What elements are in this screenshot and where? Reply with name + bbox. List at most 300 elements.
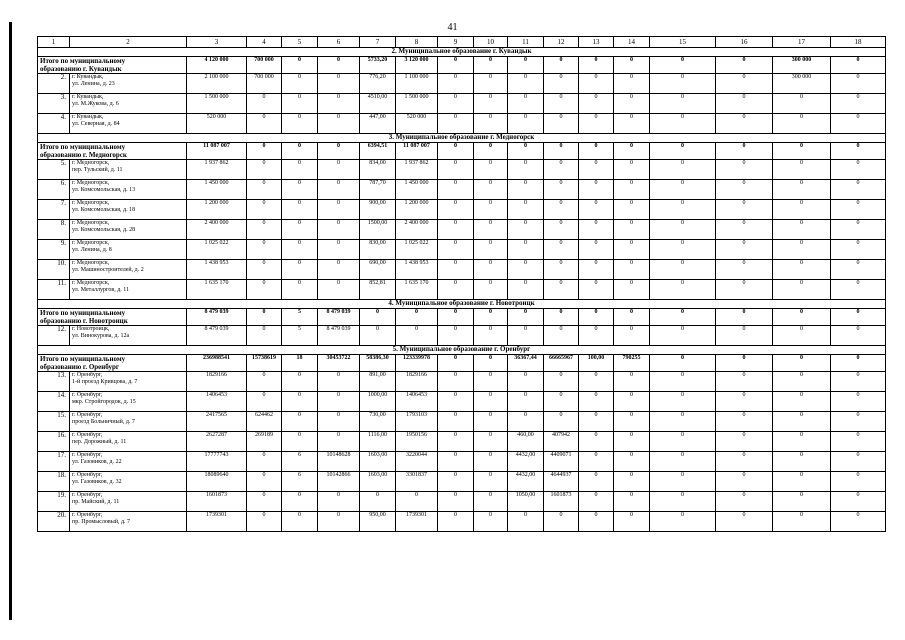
value-cell: 1116,00 bbox=[360, 432, 396, 452]
value-cell: 0 bbox=[544, 260, 579, 280]
value-cell: 0 bbox=[650, 492, 716, 512]
value-cell: 1406453 bbox=[396, 392, 438, 412]
value-cell: 0 bbox=[438, 412, 474, 432]
address-line: 1-й проезд Кривцова, д. 7 bbox=[72, 379, 138, 385]
value-cell: 0 bbox=[831, 94, 886, 114]
value-cell: 1 500 000 bbox=[396, 94, 438, 114]
address-line: проезд Больничный, д. 7 bbox=[72, 419, 135, 425]
value-cell: 0 bbox=[508, 392, 544, 412]
table-row bbox=[38, 94, 886, 114]
total-cell: 0 bbox=[650, 309, 716, 326]
registry-table bbox=[37, 36, 886, 532]
address-line: ул. Комсомольская, д. 18 bbox=[72, 207, 136, 213]
value-cell: 0 bbox=[831, 180, 886, 200]
address-line: ул. Газовиков, д. 22 bbox=[72, 459, 122, 465]
value-cell: 2627287 bbox=[187, 432, 247, 452]
value-cell: 0 bbox=[614, 280, 650, 300]
address-line: г. Оренбург, bbox=[72, 452, 103, 458]
column-number: 11 bbox=[508, 37, 544, 48]
value-cell: 0 bbox=[508, 412, 544, 432]
value-cell: 0 bbox=[474, 94, 508, 114]
value-cell: 1829166 bbox=[187, 372, 247, 392]
address-line: г. Оренбург, bbox=[72, 432, 103, 438]
value-cell: 2 400 000 bbox=[187, 220, 247, 240]
total-cell: 0 bbox=[544, 309, 579, 326]
total-cell: 100,00 bbox=[579, 355, 614, 372]
value-cell: 2 400 000 bbox=[396, 220, 438, 240]
value-cell: 0 bbox=[716, 280, 773, 300]
value-cell: 1406453 bbox=[187, 392, 247, 412]
address-cell bbox=[70, 160, 187, 180]
value-cell: 0 bbox=[438, 326, 474, 346]
total-cell: 0 bbox=[650, 57, 716, 74]
address-cell bbox=[70, 280, 187, 300]
table-row bbox=[38, 492, 886, 512]
value-cell: 0 bbox=[579, 260, 614, 280]
value-cell: 0 bbox=[247, 392, 282, 412]
value-cell: 0 bbox=[716, 372, 773, 392]
value-cell: 0 bbox=[318, 260, 360, 280]
total-cell: 0 bbox=[360, 309, 396, 326]
value-cell: 0 bbox=[318, 392, 360, 412]
value-cell: 0 bbox=[579, 94, 614, 114]
total-label-line: Итого по муниципальному bbox=[40, 57, 126, 65]
total-cell: 0 bbox=[318, 57, 360, 74]
value-cell: 0 bbox=[282, 512, 318, 532]
value-cell: 0 bbox=[614, 180, 650, 200]
value-cell: 0 bbox=[614, 260, 650, 280]
table-row bbox=[38, 114, 886, 134]
value-cell: 0 bbox=[650, 472, 716, 492]
value-cell: 0 bbox=[247, 180, 282, 200]
address-line: пер. Дорожный, д. 11 bbox=[72, 439, 127, 445]
row-number: 9. bbox=[38, 240, 70, 260]
value-cell: 8 479 039 bbox=[187, 326, 247, 346]
value-cell: 1000,00 bbox=[360, 392, 396, 412]
value-cell: 1 937 862 bbox=[396, 160, 438, 180]
value-cell: 624462 bbox=[247, 412, 282, 432]
total-cell: 0 bbox=[614, 57, 650, 74]
value-cell: 0 bbox=[773, 472, 831, 492]
total-cell: 0 bbox=[247, 309, 282, 326]
address-line: г. Оренбург, bbox=[72, 412, 103, 418]
total-cell: 8 479 039 bbox=[187, 309, 247, 326]
value-cell: 0 bbox=[773, 280, 831, 300]
value-cell: 1050,00 bbox=[508, 492, 544, 512]
value-cell: 0 bbox=[831, 260, 886, 280]
page-number: 41 bbox=[447, 22, 458, 33]
total-cell: 3 120 000 bbox=[396, 57, 438, 74]
value-cell: 520 000 bbox=[187, 114, 247, 134]
value-cell: 1829166 bbox=[396, 372, 438, 392]
section-total-label bbox=[38, 143, 187, 160]
value-cell: 6 bbox=[282, 452, 318, 472]
total-label-line: Итого по муниципальному bbox=[40, 143, 126, 151]
column-number: 3 bbox=[187, 37, 247, 48]
address-line: г. Новотроицк, bbox=[72, 326, 110, 332]
row-number: 6. bbox=[38, 180, 70, 200]
value-cell: 0 bbox=[544, 326, 579, 346]
column-number: 15 bbox=[650, 37, 716, 48]
value-cell: 0 bbox=[544, 412, 579, 432]
value-cell: 0 bbox=[579, 452, 614, 472]
address-cell bbox=[70, 432, 187, 452]
section-total-label bbox=[38, 57, 187, 74]
total-cell: 5733,20 bbox=[360, 57, 396, 74]
value-cell: 2 100 000 bbox=[187, 74, 247, 94]
value-cell: 0 bbox=[544, 392, 579, 412]
value-cell: 0 bbox=[614, 512, 650, 532]
column-number: 6 bbox=[318, 37, 360, 48]
value-cell: 0 bbox=[650, 114, 716, 134]
value-cell: 0 bbox=[282, 74, 318, 94]
value-cell: 0 bbox=[579, 432, 614, 452]
value-cell: 460,00 bbox=[508, 432, 544, 452]
value-cell: 0 bbox=[508, 74, 544, 94]
value-cell: 0 bbox=[579, 412, 614, 432]
address-line: ул. Комсомольская, д. 13 bbox=[72, 187, 136, 193]
value-cell: 0 bbox=[831, 492, 886, 512]
value-cell: 0 bbox=[247, 326, 282, 346]
value-cell: 0 bbox=[318, 200, 360, 220]
value-cell: 0 bbox=[247, 220, 282, 240]
value-cell: 0 bbox=[508, 512, 544, 532]
total-cell: 0 bbox=[544, 143, 579, 160]
value-cell: 0 bbox=[773, 200, 831, 220]
table-row bbox=[38, 220, 886, 240]
total-cell: 4 120 000 bbox=[187, 57, 247, 74]
section-title: 2. Муниципальное образование г. Кувандык bbox=[38, 48, 886, 57]
value-cell: 0 bbox=[282, 220, 318, 240]
total-cell: 0 bbox=[474, 309, 508, 326]
value-cell: 0 bbox=[716, 260, 773, 280]
column-number: 4 bbox=[247, 37, 282, 48]
row-number: 18. bbox=[38, 472, 70, 492]
value-cell: 0 bbox=[282, 114, 318, 134]
total-cell: 0 bbox=[614, 143, 650, 160]
row-number: 8. bbox=[38, 220, 70, 240]
address-line: г. Оренбург, bbox=[72, 512, 103, 518]
value-cell: 0 bbox=[716, 472, 773, 492]
value-cell: 0 bbox=[438, 432, 474, 452]
value-cell: 0 bbox=[544, 180, 579, 200]
value-cell: 4409071 bbox=[544, 452, 579, 472]
value-cell: 1 200 000 bbox=[396, 200, 438, 220]
value-cell: 0 bbox=[247, 240, 282, 260]
value-cell: 776,20 bbox=[360, 74, 396, 94]
total-cell: 0 bbox=[773, 355, 831, 372]
value-cell: 0 bbox=[508, 372, 544, 392]
section-total-label bbox=[38, 355, 187, 372]
total-cell: 0 bbox=[579, 57, 614, 74]
value-cell: 0 bbox=[247, 512, 282, 532]
total-cell: 0 bbox=[831, 355, 886, 372]
value-cell: 0 bbox=[650, 392, 716, 412]
value-cell: 18089640 bbox=[187, 472, 247, 492]
address-cell bbox=[70, 472, 187, 492]
value-cell: 0 bbox=[282, 200, 318, 220]
value-cell: 0 bbox=[438, 94, 474, 114]
value-cell: 0 bbox=[247, 452, 282, 472]
value-cell: 1 200 000 bbox=[187, 200, 247, 220]
table-row bbox=[38, 200, 886, 220]
row-number: 4. bbox=[38, 114, 70, 134]
section-total-label bbox=[38, 309, 187, 326]
section-title: 3. Муниципальное образование г. Медногорск bbox=[38, 134, 886, 143]
value-cell: 1 500 000 bbox=[187, 94, 247, 114]
value-cell: 1 438 953 bbox=[396, 260, 438, 280]
value-cell: 0 bbox=[614, 372, 650, 392]
total-cell: 0 bbox=[282, 143, 318, 160]
address-cell bbox=[70, 180, 187, 200]
value-cell: 0 bbox=[474, 392, 508, 412]
column-number: 1 bbox=[38, 37, 70, 48]
total-cell: 36367,44 bbox=[508, 355, 544, 372]
column-number-row bbox=[38, 37, 886, 48]
total-label-line: образованию г. Медногорск bbox=[40, 151, 127, 159]
column-number: 7 bbox=[360, 37, 396, 48]
value-cell: 0 bbox=[831, 432, 886, 452]
value-cell: 0 bbox=[614, 74, 650, 94]
value-cell: 0 bbox=[544, 280, 579, 300]
value-cell: 0 bbox=[474, 412, 508, 432]
column-number: 10 bbox=[474, 37, 508, 48]
total-cell: 300 000 bbox=[773, 57, 831, 74]
value-cell: 0 bbox=[508, 160, 544, 180]
value-cell: 1739301 bbox=[187, 512, 247, 532]
section-title-row bbox=[38, 300, 886, 309]
row-number: 14. bbox=[38, 392, 70, 412]
value-cell: 0 bbox=[508, 94, 544, 114]
column-number: 14 bbox=[614, 37, 650, 48]
row-number: 15. bbox=[38, 412, 70, 432]
value-cell: 0 bbox=[282, 94, 318, 114]
value-cell: 0 bbox=[773, 326, 831, 346]
value-cell: 269189 bbox=[247, 432, 282, 452]
total-cell: 0 bbox=[831, 309, 886, 326]
address-cell bbox=[70, 220, 187, 240]
value-cell: 0 bbox=[438, 280, 474, 300]
value-cell: 0 bbox=[474, 260, 508, 280]
value-cell: 0 bbox=[544, 74, 579, 94]
address-line: г. Медногорск, bbox=[72, 280, 110, 286]
value-cell: 0 bbox=[650, 160, 716, 180]
total-cell: 0 bbox=[716, 57, 773, 74]
address-line: г. Медногорск, bbox=[72, 220, 110, 226]
total-cell: 8 479 039 bbox=[318, 309, 360, 326]
value-cell: 0 bbox=[650, 326, 716, 346]
total-label-line: образованию г. Оренбург bbox=[40, 363, 120, 371]
value-cell: 0 bbox=[614, 326, 650, 346]
value-cell: 0 bbox=[318, 180, 360, 200]
value-cell: 0 bbox=[544, 200, 579, 220]
value-cell: 0 bbox=[579, 372, 614, 392]
value-cell: 520 000 bbox=[396, 114, 438, 134]
address-cell bbox=[70, 412, 187, 432]
table-row bbox=[38, 160, 886, 180]
value-cell: 0 bbox=[716, 326, 773, 346]
address-line: г. Медногорск, bbox=[72, 180, 110, 186]
table-row bbox=[38, 280, 886, 300]
value-cell: 1603,00 bbox=[360, 452, 396, 472]
value-cell: 0 bbox=[396, 326, 438, 346]
value-cell: 0 bbox=[474, 280, 508, 300]
value-cell: 0 bbox=[438, 472, 474, 492]
value-cell: 0 bbox=[716, 200, 773, 220]
value-cell: 0 bbox=[650, 200, 716, 220]
value-cell: 0 bbox=[318, 412, 360, 432]
address-line: пер. Тульский, д. 11 bbox=[72, 167, 123, 173]
row-number: 5. bbox=[38, 160, 70, 180]
value-cell: 0 bbox=[716, 412, 773, 432]
value-cell: 0 bbox=[508, 280, 544, 300]
address-cell bbox=[70, 260, 187, 280]
address-cell bbox=[70, 492, 187, 512]
value-cell: 0 bbox=[474, 452, 508, 472]
value-cell: 0 bbox=[716, 432, 773, 452]
value-cell: 0 bbox=[650, 180, 716, 200]
value-cell: 0 bbox=[579, 240, 614, 260]
row-number: 19. bbox=[38, 492, 70, 512]
value-cell: 0 bbox=[831, 200, 886, 220]
address-cell bbox=[70, 512, 187, 532]
value-cell: 0 bbox=[438, 200, 474, 220]
value-cell: 0 bbox=[438, 372, 474, 392]
table-row bbox=[38, 372, 886, 392]
value-cell: 1 025 022 bbox=[187, 240, 247, 260]
address-line: ул. Машиностроителей, д. 2 bbox=[72, 267, 144, 273]
total-cell: 11 087 007 bbox=[396, 143, 438, 160]
value-cell: 0 bbox=[831, 240, 886, 260]
total-cell: 0 bbox=[474, 143, 508, 160]
total-cell: 11 087 007 bbox=[187, 143, 247, 160]
address-cell bbox=[70, 114, 187, 134]
section-title: 5. Муниципальное образование г. Оренбург bbox=[38, 346, 886, 355]
value-cell: 1500,00 bbox=[360, 220, 396, 240]
value-cell: 0 bbox=[716, 240, 773, 260]
value-cell: 0 bbox=[831, 392, 886, 412]
value-cell: 1 450 000 bbox=[187, 180, 247, 200]
value-cell: 1 635 170 bbox=[187, 280, 247, 300]
value-cell: 950,00 bbox=[360, 512, 396, 532]
address-line: ул. Ленина, д. 8 bbox=[72, 247, 112, 253]
value-cell: 0 bbox=[474, 512, 508, 532]
table-row bbox=[38, 452, 886, 472]
value-cell: 0 bbox=[579, 392, 614, 412]
value-cell: 0 bbox=[579, 180, 614, 200]
value-cell: 1 635 170 bbox=[396, 280, 438, 300]
value-cell: 1 025 022 bbox=[396, 240, 438, 260]
value-cell: 1739301 bbox=[396, 512, 438, 532]
address-line: ул. Металлургов, д. 11 bbox=[72, 287, 130, 293]
value-cell: 0 bbox=[318, 512, 360, 532]
value-cell: 0 bbox=[438, 492, 474, 512]
address-cell bbox=[70, 392, 187, 412]
value-cell: 0 bbox=[716, 74, 773, 94]
value-cell: 407942 bbox=[544, 432, 579, 452]
address-line: г. Оренбург, bbox=[72, 472, 103, 478]
total-cell: 0 bbox=[650, 143, 716, 160]
total-label-line: образованию г. Новотроицк bbox=[40, 317, 128, 325]
address-line: г. Оренбург, bbox=[72, 372, 103, 378]
value-cell: 0 bbox=[716, 452, 773, 472]
value-cell: 0 bbox=[773, 492, 831, 512]
value-cell: 0 bbox=[247, 160, 282, 180]
value-cell: 0 bbox=[318, 372, 360, 392]
value-cell: 0 bbox=[614, 114, 650, 134]
value-cell: 0 bbox=[282, 280, 318, 300]
total-cell: 30453722 bbox=[318, 355, 360, 372]
value-cell: 4510,00 bbox=[360, 94, 396, 114]
table-row bbox=[38, 180, 886, 200]
value-cell: 0 bbox=[282, 372, 318, 392]
value-cell: 0 bbox=[773, 180, 831, 200]
value-cell: 0 bbox=[831, 372, 886, 392]
value-cell: 0 bbox=[650, 512, 716, 532]
value-cell: 10142866 bbox=[318, 472, 360, 492]
row-number: 11. bbox=[38, 280, 70, 300]
value-cell: 0 bbox=[282, 160, 318, 180]
value-cell: 0 bbox=[247, 492, 282, 512]
value-cell: 0 bbox=[579, 326, 614, 346]
total-cell: 0 bbox=[614, 309, 650, 326]
table-row bbox=[38, 472, 886, 492]
total-cell: 0 bbox=[831, 57, 886, 74]
value-cell: 0 bbox=[282, 392, 318, 412]
total-cell: 0 bbox=[716, 143, 773, 160]
value-cell: 0 bbox=[544, 94, 579, 114]
value-cell: 0 bbox=[438, 240, 474, 260]
row-number: 12. bbox=[38, 326, 70, 346]
value-cell: 0 bbox=[438, 114, 474, 134]
value-cell: 0 bbox=[579, 74, 614, 94]
total-cell: 6394,51 bbox=[360, 143, 396, 160]
value-cell: 0 bbox=[318, 220, 360, 240]
value-cell: 730,00 bbox=[360, 412, 396, 432]
total-cell: 0 bbox=[247, 143, 282, 160]
value-cell: 0 bbox=[773, 160, 831, 180]
value-cell: 0 bbox=[716, 114, 773, 134]
address-cell bbox=[70, 452, 187, 472]
value-cell: 0 bbox=[474, 240, 508, 260]
value-cell: 0 bbox=[544, 220, 579, 240]
total-cell: 0 bbox=[579, 143, 614, 160]
value-cell: 0 bbox=[360, 326, 396, 346]
value-cell: 0 bbox=[544, 160, 579, 180]
value-cell: 0 bbox=[650, 94, 716, 114]
value-cell: 0 bbox=[508, 180, 544, 200]
value-cell: 0 bbox=[650, 432, 716, 452]
value-cell: 0 bbox=[318, 114, 360, 134]
column-number: 13 bbox=[579, 37, 614, 48]
total-cell: 0 bbox=[474, 355, 508, 372]
address-line: г. Медногорск, bbox=[72, 260, 110, 266]
value-cell: 0 bbox=[614, 432, 650, 452]
total-cell: 236988541 bbox=[187, 355, 247, 372]
value-cell: 0 bbox=[831, 452, 886, 472]
value-cell: 0 bbox=[614, 452, 650, 472]
address-cell bbox=[70, 240, 187, 260]
value-cell: 2417565 bbox=[187, 412, 247, 432]
total-cell: 123339978 bbox=[396, 355, 438, 372]
value-cell: 3301837 bbox=[396, 472, 438, 492]
value-cell: 0 bbox=[508, 220, 544, 240]
address-line: г. Оренбург, bbox=[72, 492, 103, 498]
value-cell: 0 bbox=[579, 114, 614, 134]
value-cell: 0 bbox=[438, 160, 474, 180]
value-cell: 1601873 bbox=[187, 492, 247, 512]
value-cell: 0 bbox=[614, 472, 650, 492]
